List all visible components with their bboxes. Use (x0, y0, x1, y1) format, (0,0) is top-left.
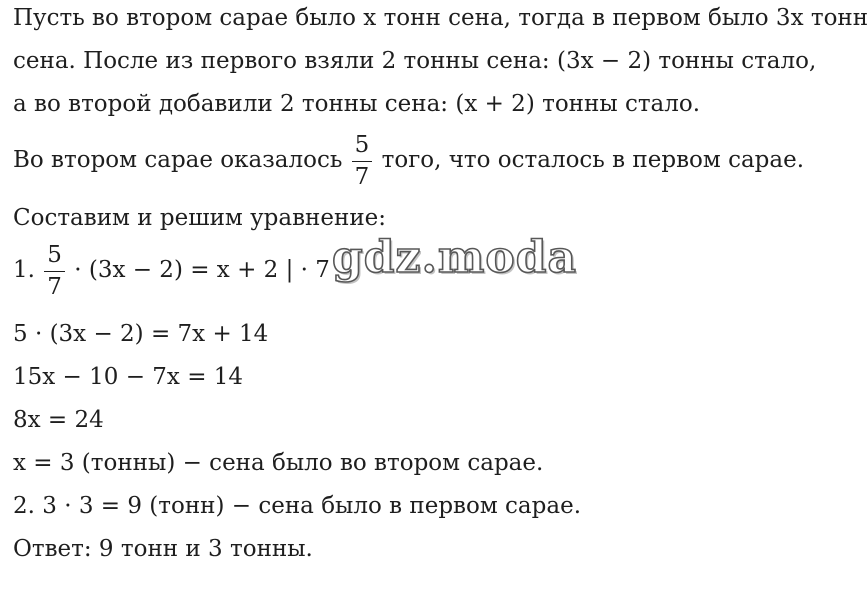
line-4-text-after: того, что осталось в первом сарае. (381, 147, 805, 173)
equation-1: · (3x − 2) = x + 2 | · 7 (74, 257, 330, 283)
watermark-logo: gdz.moda (332, 232, 578, 283)
line-4 (13, 130, 804, 190)
step-1-number: 1. (13, 257, 35, 283)
line-2: сена. После из первого взяли 2 тонны сена: (3x − 2) тонны стало, (13, 48, 817, 74)
line-9: 8x = 24 (13, 407, 104, 433)
fraction-numerator: 5 (44, 244, 65, 272)
line-4-text-before: Во втором сарае оказалось (13, 147, 343, 173)
fraction-denominator: 7 (354, 163, 370, 190)
line-10: x = 3 (тонны) − сена было во втором сарае. (13, 450, 544, 476)
line-6 (13, 240, 330, 300)
fraction-numerator: 5 (352, 134, 373, 162)
line-12-answer: Ответ: 9 тонн и 3 тонны. (13, 536, 313, 562)
line-1: Пусть во втором сарае было x тонн сена, тогда в первом было 3x тонн (13, 5, 868, 31)
fraction-denominator: 7 (47, 273, 62, 300)
fraction-five-sevenths-equation (44, 241, 65, 300)
fraction-five-sevenths (352, 131, 373, 190)
line-8: 15x − 10 − 7x = 14 (13, 364, 244, 390)
line-5: Составим и решим уравнение: (13, 205, 387, 231)
line-11: 2. 3 · 3 = 9 (тонн) − сена было в первом сарае. (13, 493, 582, 519)
line-3: а во второй добавили 2 тонны сена: (x + 2) тонны стало. (13, 91, 701, 117)
line-7: 5 · (3x − 2) = 7x + 14 (13, 321, 269, 347)
